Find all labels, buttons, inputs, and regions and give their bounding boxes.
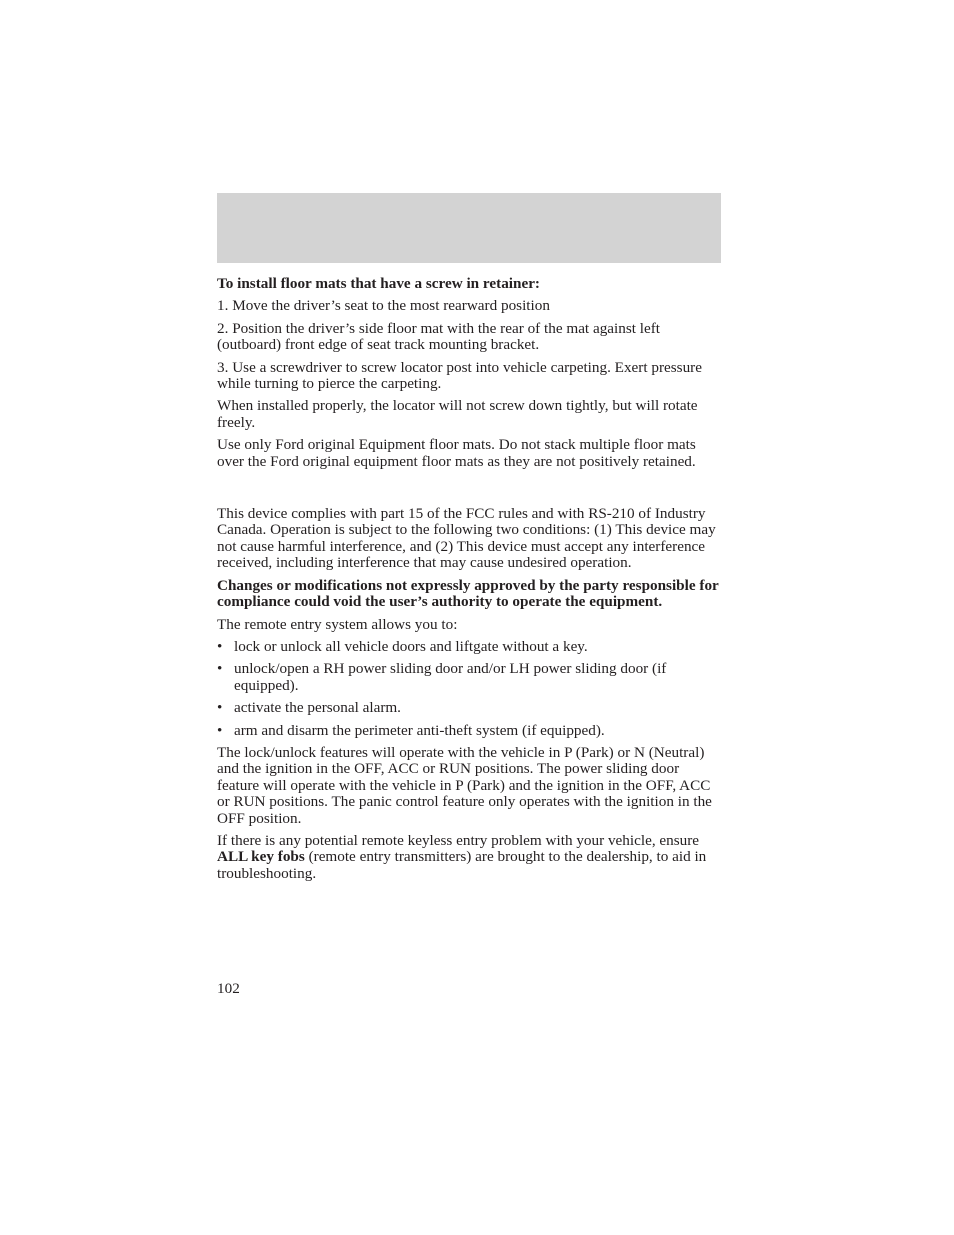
list-item — [217, 639, 721, 655]
list-item — [217, 661, 721, 694]
list-item — [217, 700, 721, 716]
list-item — [217, 723, 721, 739]
floor-mat-warning: Use only Ford original Equipment floor mats. Do not stack multiple floor mats over the Ford original equipment floor mats as they are not positively retained. — [217, 436, 696, 470]
step-1: 1. Move the driver’s seat to the most rearward position — [217, 297, 550, 315]
list-item-text: activate the personal alarm. — [234, 699, 401, 717]
troubleshooting-note — [217, 833, 721, 882]
lock-unlock-operation: The lock/unlock features will operate with the vehicle in P (Park) or N (Neutral) and the ignition in the OFF, ACC or RUN positions. The power sliding door feature will operate with the vehicle in P (Park) and the ignition in the OFF, ACC or RUN positions. The panic control feature only operates with the ignition in the OFF position. — [217, 743, 712, 827]
bullet-icon: • — [217, 721, 223, 739]
locator-note: When installed properly, the locator will not screw down tightly, but will rotate freely. — [217, 397, 698, 431]
list-item-text: lock or unlock all vehicle doors and liftgate without a key. — [234, 637, 588, 655]
troubleshooting-text-start: If there is any potential remote keyless entry problem with your vehicle, ensure — [217, 831, 700, 849]
page-number: 102 — [217, 980, 240, 997]
step-3: 3. Use a screwdriver to screw locator post into vehicle carpeting. Exert pressure while turning to pierce the carpeting. — [217, 358, 702, 393]
modification-warning: Changes or modifications not expressly approved by the party responsible for compliance could void the user’s authority to operate the equipment. — [217, 576, 719, 611]
remote-entry-features-list — [217, 639, 721, 739]
section-header-band — [217, 193, 721, 263]
bullet-icon: • — [217, 660, 223, 678]
page-content — [217, 276, 721, 888]
list-item-text: unlock/open a RH power sliding door and/or LH power sliding door (if equipped). — [234, 660, 667, 694]
section-spacer — [217, 476, 721, 506]
bullet-icon: • — [217, 699, 223, 717]
bullet-icon: • — [217, 637, 223, 655]
remote-entry-intro: The remote entry system allows you to: — [217, 615, 458, 633]
fcc-compliance: This device complies with part 15 of the FCC rules and with RS-210 of Industry Canada. Operation is subject to the following two conditions: (1) This device may not cause harmful interference, and (2) This device must accept any interference received, including interference that may cause undesired operation. — [217, 505, 716, 572]
key-fobs-emphasis: ALL key fobs — [217, 848, 305, 866]
troubleshooting-text-end: (remote entry transmitters) are brought to the dealership, to aid in troubleshooting. — [217, 848, 707, 882]
floor-mat-heading: To install floor mats that have a screw in retainer: — [217, 275, 540, 292]
list-item-text: arm and disarm the perimeter anti-theft system (if equipped). — [234, 721, 605, 739]
step-2: 2. Position the driver’s side floor mat with the rear of the mat against left (outboard) front edge of seat track mounting bracket. — [217, 319, 661, 354]
